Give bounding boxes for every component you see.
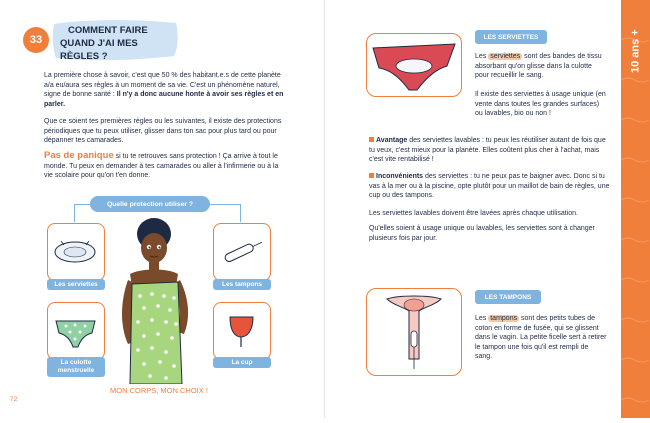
label-tampons: Les tampons xyxy=(213,279,271,290)
title-line-1: COMMENT FAIRE xyxy=(68,25,148,36)
inconvenients-label: Inconvénients xyxy=(376,173,424,180)
girl-in-towel-illustration xyxy=(106,212,206,384)
label-cup: La cup xyxy=(213,357,271,368)
serviettes-def-end: sont des bandes de tissu absorbant qu'on glisse dans la culotte pour recueillir le sang. xyxy=(475,53,602,80)
pad-in-underwear-icon xyxy=(367,34,461,96)
panic-highlight: Pas de panique xyxy=(44,150,114,161)
question-pill: Quelle protection utiliser ? xyxy=(90,196,210,212)
avantage-text: des serviettes lavables : tu peux les réutiliser autant de fois que tu veux, c'est mieux pour la planète. Elles coûtent plus cher à l'achat, mais c'est vite rentabilisé ! xyxy=(369,137,606,164)
tampons-def-start: Les xyxy=(475,315,489,322)
question-number-badge: 33 xyxy=(23,27,49,53)
sanitary-pad-icon xyxy=(48,224,103,279)
intro-bold: Il n'y a donc aucune honte à avoir ses règles et en parler. xyxy=(44,91,284,108)
inconvenients-text: des serviettes : tu ne peux pas te baigner avec. Donc si tu vas à la mer ou à la piscine, opte plutôt pour un maillot de bain de règles, une cup ou des tampons. xyxy=(369,173,610,200)
left-page-number: 72 xyxy=(10,396,18,403)
tampon-box xyxy=(213,223,271,281)
connector-line xyxy=(210,204,240,205)
tampons-section-title: LES TAMPONS xyxy=(475,290,541,304)
tampons-def-end: sont des petits tubes de coton en forme de fusée, qui se glissent dans le vagin. La petite ficelle sert à retirer le tampon une fois qu'il est rempli de sang. xyxy=(475,315,607,361)
serviette-box xyxy=(47,223,105,281)
connector-line xyxy=(74,204,75,222)
panic-paragraph xyxy=(44,151,284,181)
tampon-anatomy-icon xyxy=(367,289,461,375)
menstrual-cup-icon xyxy=(214,303,269,358)
culotte-box xyxy=(47,302,105,360)
serviettes-definition xyxy=(475,52,607,81)
title-line-2: QUAND J'AI MES RÈGLES ? xyxy=(60,38,138,62)
right-page xyxy=(325,0,650,418)
connector-line xyxy=(240,204,241,222)
connector-line xyxy=(74,204,90,205)
intro-text: La première chose à savoir, c'est que 50 % des habitant.e.s de cette planète a/a eu/aura ses règles à un moment de sa vie. C'est un phénomène naturel, signe de bonne santé : xyxy=(44,72,281,99)
tampon-illustration-box xyxy=(366,288,462,376)
protections-paragraph: Que ce soient tes premières règles ou les suivantes, il existe des protections périodiques que tu peux utiliser, glisser dans ton sac pour plus tard ou pour dépanner tes camarades. xyxy=(44,118,282,145)
bullet-square-icon xyxy=(369,173,374,178)
avantage-label: Avantage xyxy=(376,137,408,144)
tampons-definition xyxy=(475,314,607,362)
age-side-label: 10 ans + xyxy=(629,29,642,73)
inconvenients-paragraph xyxy=(369,172,611,201)
label-serviettes: Les serviettes xyxy=(47,279,105,290)
motto-text: MON CORPS, MON CHOIX ! xyxy=(110,386,208,395)
panic-text: si tu te retrouves sans protection ! Ça arrive à tout le monde. Tu peux en demander à tes camarades ou aller à l'infirmerie ou à la vie scolaire pour qu'on t'en donne. xyxy=(44,153,279,180)
tampon-icon xyxy=(214,224,269,279)
tampons-highlight: tampons xyxy=(490,315,518,322)
washing-paragraph: Les serviettes lavables doivent être lavées après chaque utilisation. xyxy=(369,210,578,217)
serviettes-section-title: LES SERVIETTES xyxy=(475,30,547,44)
intro-paragraph xyxy=(44,71,284,109)
serviette-illustration-box xyxy=(366,33,462,97)
serviettes-types-paragraph: Il existe des serviettes à usage unique (en vente dans toutes les grandes surfaces) ou lavables, bio ou non ! xyxy=(475,91,606,118)
serviettes-def-start: Les xyxy=(475,53,489,60)
change-paragraph: Qu'elles soient à usage unique ou lavables, les serviettes sont à changer plusieurs fois par jour. xyxy=(369,225,595,242)
period-underwear-icon xyxy=(48,303,103,358)
left-page xyxy=(0,0,325,418)
avantage-paragraph xyxy=(369,136,611,165)
cup-box xyxy=(213,302,271,360)
page-title xyxy=(56,24,174,63)
label-culotte: La culotte menstruelle xyxy=(47,357,105,377)
bullet-square-icon xyxy=(369,137,374,142)
serviettes-highlight: serviettes xyxy=(490,53,521,60)
